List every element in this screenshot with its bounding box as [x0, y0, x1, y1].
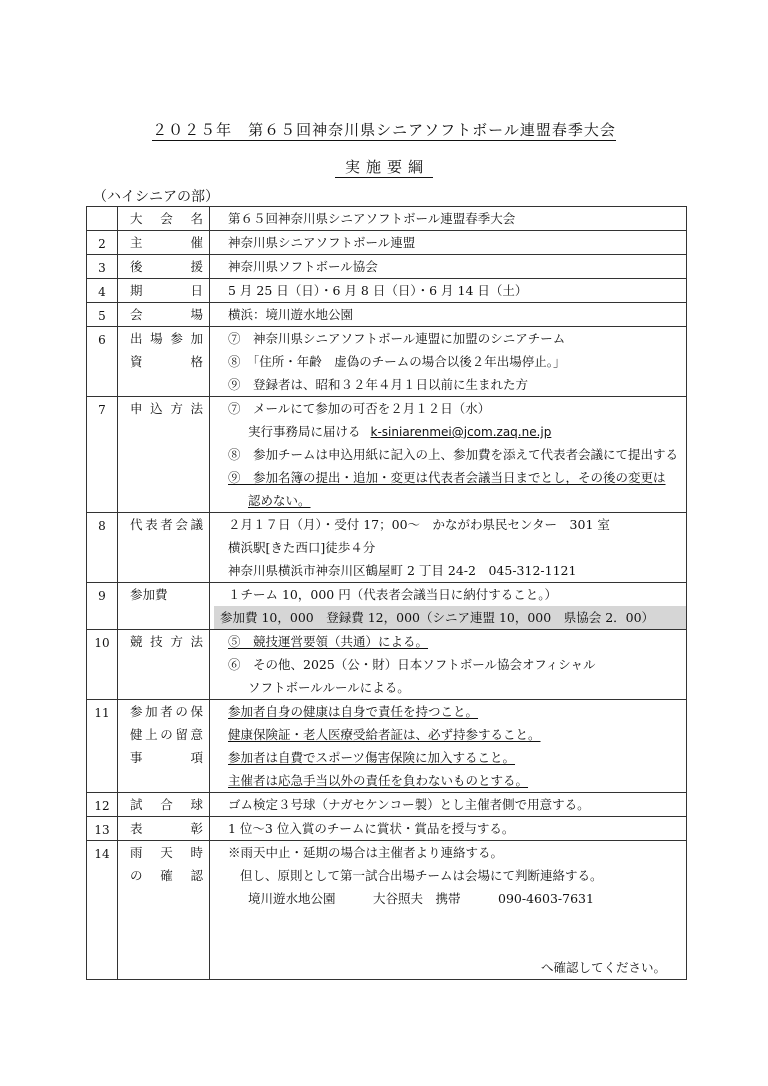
row-label [118, 793, 210, 817]
row-label [118, 841, 210, 980]
row-number: 8 [87, 513, 118, 583]
row-label [118, 630, 210, 700]
row-number: 10 [87, 630, 118, 700]
row-content: １チーム 10，000 円（代表者会議当日に納付すること。） 参加費 10，000 登録費 12，000（シニア連盟 10，000 県協会 2．00） [210, 583, 687, 630]
table-row [87, 700, 687, 793]
label-text: 代 表 者 会 議 [130, 517, 203, 532]
label-text: 雨 天 時 [130, 845, 203, 860]
row-number: 2 [87, 231, 118, 255]
row-number: 6 [87, 327, 118, 397]
row-label [118, 255, 210, 279]
label-text: 事 項 [130, 750, 203, 765]
row-content: 第６５回神奈川県シニアソフトボール連盟春季大会 [210, 207, 687, 231]
row-content: 参加者自身の健康は自身で責任を持つこと。 健康保険証・老人医療受給者証は、必ず持参すること。 参加者は自費でスポーツ傷害保険に加入すること。 主催者は応急手当以外の責任を負わないものとする。 [210, 700, 687, 793]
label-text: 健 上 の 留 意 [130, 727, 203, 742]
table-row [87, 630, 687, 700]
label-text: 主 催 [130, 235, 203, 250]
row-label [118, 513, 210, 583]
document-title: ２０２５年 第６５回神奈川県シニアソフトボール連盟春季大会 [152, 121, 616, 139]
label-text: 大 会 名 [130, 211, 203, 226]
row-content: 神奈川県ソフトボール協会 [210, 255, 687, 279]
table-row [87, 327, 687, 397]
row-number: 3 [87, 255, 118, 279]
row-label [118, 327, 210, 397]
table-row [87, 513, 687, 583]
row-content: ※雨天中止・延期の場合は主催者より連絡する。 但し、原則として第一試合出場チームは会場にて判断連絡する。 境川遊水地公園 大谷照夫 携帯 090-4603-7631 へ確認してください。 [210, 841, 687, 980]
table-row [87, 255, 687, 279]
row-content: ２月１７日（月）・受付 17；00～ かながわ県民センター 301 室 横浜駅[きた西口]徒歩４分 神奈川県横浜市神奈川区鶴屋町 2 丁目 24-2 045-312-1121 [210, 513, 687, 583]
table-row [87, 397, 687, 513]
row-number: 7 [87, 397, 118, 513]
label-text: 会 場 [130, 307, 203, 322]
row-content: ⑦ メールにて参加の可否を２月１２日（水） 実行事務局に届ける k-siniarenmei@jcom.zaq.ne.jp ⑧ 参加チームは申込用紙に記入の上、参加費を添えて代表者会議にて提出する ⑨ 参加名簿の提出・追加・変更は代表者会議当日までとし，その後の変更は 認めない。 [210, 397, 687, 513]
row-number: 9 [87, 583, 118, 630]
document-subtitle: 実施要綱 [0, 156, 768, 177]
row-number: 11 [87, 700, 118, 793]
row-number: 12 [87, 793, 118, 817]
label-text: 参 加 者 の 保 [130, 704, 203, 719]
label-text: 申 込 方 法 [130, 401, 203, 416]
row-content: ゴム検定３号球（ナガセケンコー製）とし主催者側で用意する。 [210, 793, 687, 817]
label-text: 資 格 [130, 354, 203, 369]
division-label: （ハイシニアの部） [93, 189, 219, 205]
row-number: 14 [87, 841, 118, 980]
table-row [87, 793, 687, 817]
label-text: 出 場 参 加 [130, 331, 203, 346]
label-text: の 確 認 [130, 868, 203, 883]
table-row [87, 817, 687, 841]
label-text: 表 彰 [130, 821, 203, 836]
table-row [87, 279, 687, 303]
row-label: 参加費 [118, 583, 210, 630]
row-label [118, 231, 210, 255]
fee-breakdown: 参加費 10，000 登録費 12，000（シニア連盟 10，000 県協会 2．00） [214, 606, 686, 629]
table-row [87, 207, 687, 231]
row-label [118, 397, 210, 513]
row-content: 1 位～3 位入賞のチームに賞状・賞品を授与する。 [210, 817, 687, 841]
label-text: 試 合 球 [130, 797, 203, 812]
row-content: 横浜：境川遊水地公園 [210, 303, 687, 327]
row-content: ⑦ 神奈川県シニアソフトボール連盟に加盟のシニアチーム ⑧ 「住所・年齢 虚偽のチームの場合以後２年出場停止。」 ⑨ 登録者は、昭和３２年４月１日以前に生まれた方 [210, 327, 687, 397]
label-text: 競 技 方 法 [130, 634, 203, 649]
row-number: 5 [87, 303, 118, 327]
table-row [87, 303, 687, 327]
row-label [118, 700, 210, 793]
table-row [87, 231, 687, 255]
outline-table [86, 206, 687, 980]
row-label [118, 207, 210, 231]
row-content: 神奈川県シニアソフトボール連盟 [210, 231, 687, 255]
row-label [118, 279, 210, 303]
row-label [118, 817, 210, 841]
row-number [87, 207, 118, 231]
row-content: ⑤ 競技運営要領（共通）による。 ⑥ その他、2025（公・財）日本ソフトボール協会オフィシャル ソフトボールルールによる。 [210, 630, 687, 700]
row-number: 4 [87, 279, 118, 303]
row-label [118, 303, 210, 327]
row-number: 13 [87, 817, 118, 841]
label-text: 期 日 [130, 283, 203, 298]
row-content: 5 月 25 日（日）・6 月 8 日（日）・6 月 14 日（土） [210, 279, 687, 303]
table-row [87, 583, 687, 630]
contact-email[interactable]: k-siniarenmei@jcom.zaq.ne.jp [370, 425, 552, 439]
table-row [87, 841, 687, 980]
label-text: 後 援 [130, 259, 203, 274]
